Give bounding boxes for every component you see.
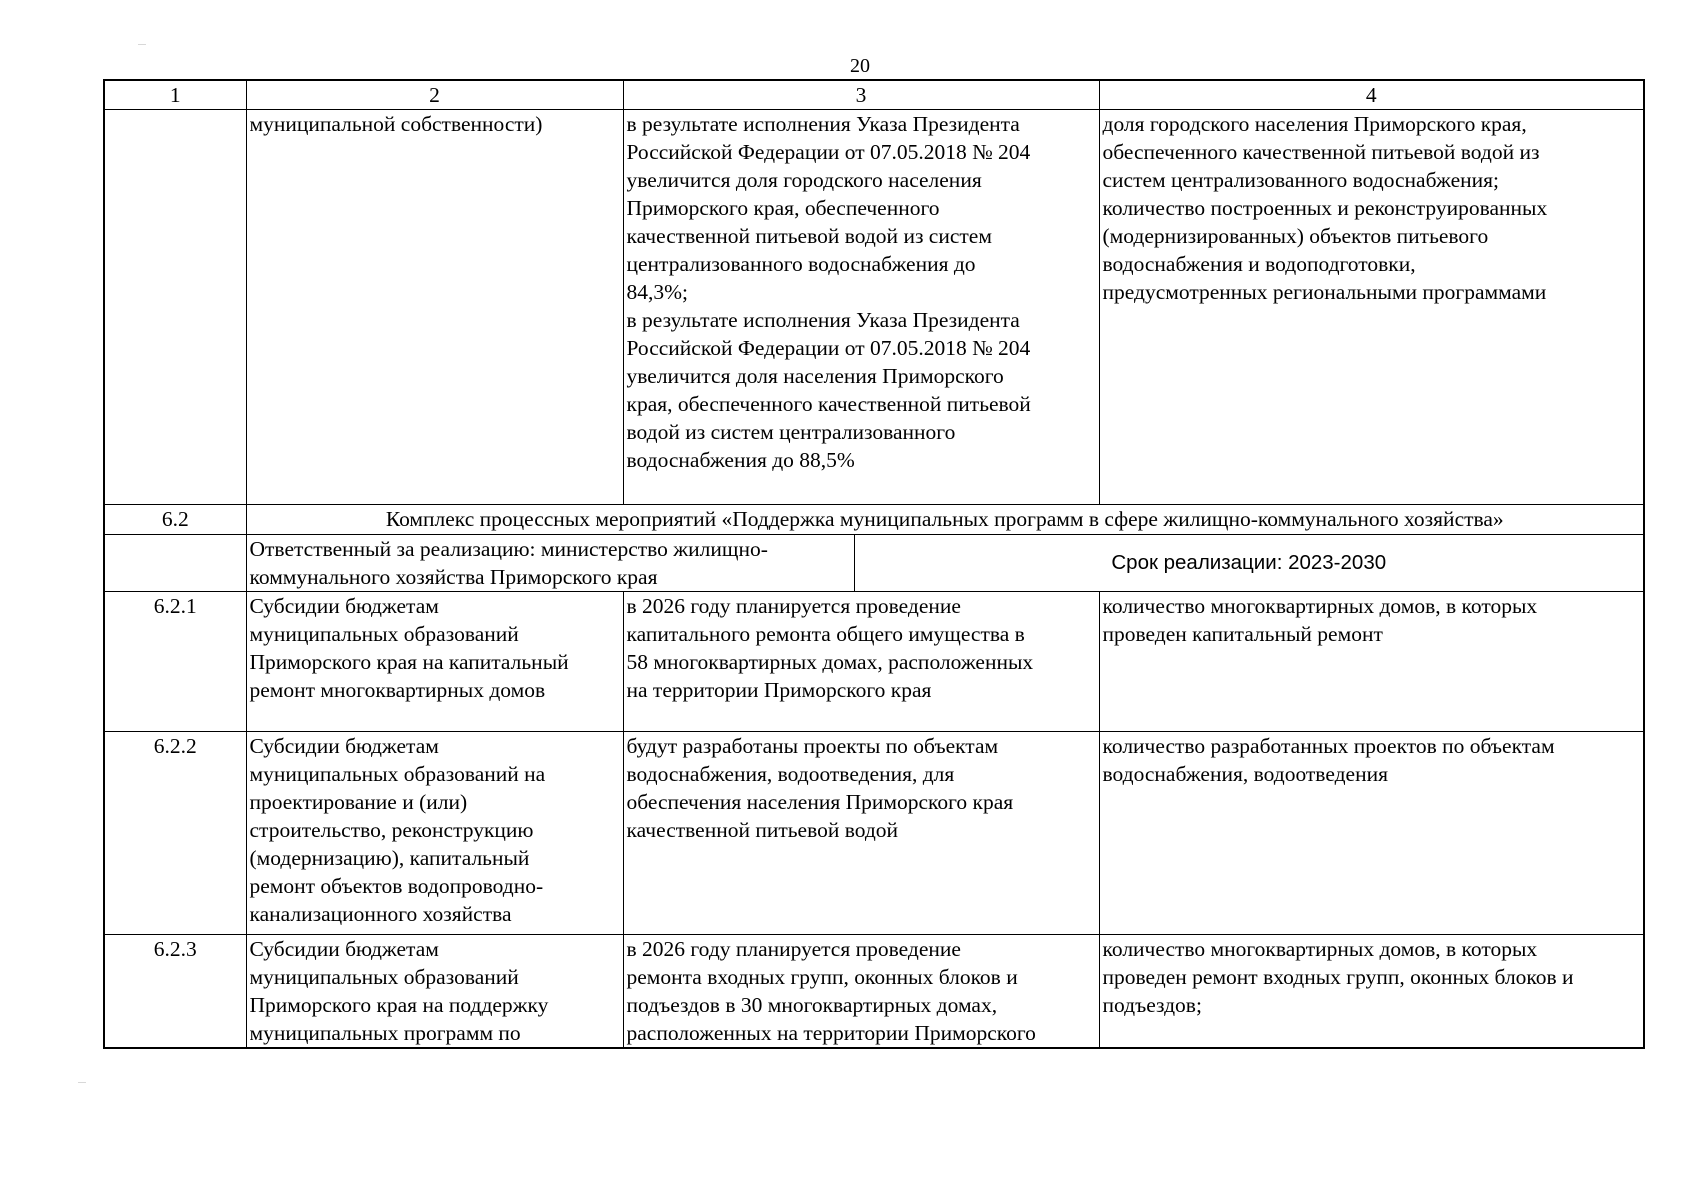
- scan-mark: [138, 44, 146, 45]
- section-title: Комплекс процессных мероприятий «Поддержка муниципальных программ в сфере жилищно-коммунального хозяйства»: [246, 505, 1644, 535]
- table-row: [104, 592, 1644, 732]
- row-number: 6.2.2: [104, 732, 246, 935]
- header-cell-4: 4: [1099, 80, 1644, 110]
- event-name-cell: Субсидии бюджетам муниципальных образований на проектирование и (или) строительство, реконструкцию (модернизацию), капитальный ремонт объектов водопроводно- канализационного хозяйства: [246, 732, 623, 935]
- row-number-cell: [104, 110, 246, 505]
- table-row: [104, 110, 1644, 505]
- expected-result-cell: в 2026 году планируется проведение капитального ремонта общего имущества в 58 многоквартирных домах, расположенных на территории Приморского края: [623, 592, 1099, 732]
- event-name-cell: Субсидии бюджетам муниципальных образований Приморского края на капитальный ремонт многоквартирных домов: [246, 592, 623, 732]
- header-cell-3: 3: [623, 80, 1099, 110]
- row-number: 6.2.1: [104, 592, 246, 732]
- scan-mark: [78, 1082, 86, 1083]
- header-row: [104, 80, 1644, 110]
- page-number: 20: [850, 55, 870, 77]
- table-row: [104, 935, 1644, 1049]
- row-number-cell: [104, 535, 246, 592]
- responsible-row: [104, 535, 1644, 592]
- event-name-cell: Субсидии бюджетам муниципальных образований Приморского края на поддержку муниципальных программ по: [246, 935, 623, 1049]
- header-cell-2: 2: [246, 80, 623, 110]
- responsible-period-cell: [246, 535, 1644, 592]
- indicator-cell: количество многоквартирных домов, в которых проведен капитальный ремонт: [1099, 592, 1644, 732]
- indicator-cell: количество многоквартирных домов, в которых проведен ремонт входных групп, оконных блоков и подъездов;: [1099, 935, 1644, 1049]
- header-cell-1: 1: [104, 80, 246, 110]
- expected-result-cell: будут разработаны проекты по объектам водоснабжения, водоотведения, для обеспечения населения Приморского края качественной питьевой водой: [623, 732, 1099, 935]
- indicator-cell: количество разработанных проектов по объектам водоснабжения, водоотведения: [1099, 732, 1644, 935]
- indicator-cell: доля городского населения Приморского края, обеспеченного качественной питьевой водой из систем централизованного водоснабжения; количество построенных и реконструированных (модернизированных) объектов питьевого водоснабжения и водоподготовки, предусмотренных региональными программами: [1099, 110, 1644, 505]
- activities-table: [103, 79, 1645, 1049]
- row-number: 6.2.3: [104, 935, 246, 1049]
- table-row: [104, 732, 1644, 935]
- expected-result-cell: в результате исполнения Указа Президента Российской Федерации от 07.05.2018 № 204 увеличится доля городского населения Приморского края, обеспеченного качественной питьевой водой из систем централизованного водоснабжения до 84,3%; в результате исполнения Указа Президента Российской Федерации от 07.05.2018 № 204 увеличится доля населения Приморского края, обеспеченного качественной питьевой водой из систем централизованного водоснабжения до 88,5%: [623, 110, 1099, 505]
- section-row: [104, 505, 1644, 535]
- section-number: 6.2: [104, 505, 246, 535]
- expected-result-cell: в 2026 году планируется проведение ремонта входных групп, оконных блоков и подъездов в 30 многоквартирных домах, расположенных на территории Приморского: [623, 935, 1099, 1049]
- period-text: Срок реализации: 2023-2030: [1111, 551, 1387, 574]
- event-name-cell: муниципальной собственности): [246, 110, 623, 505]
- responsible-text: Ответственный за реализацию: министерство жилищно- коммунального хозяйства Приморского края: [247, 535, 855, 591]
